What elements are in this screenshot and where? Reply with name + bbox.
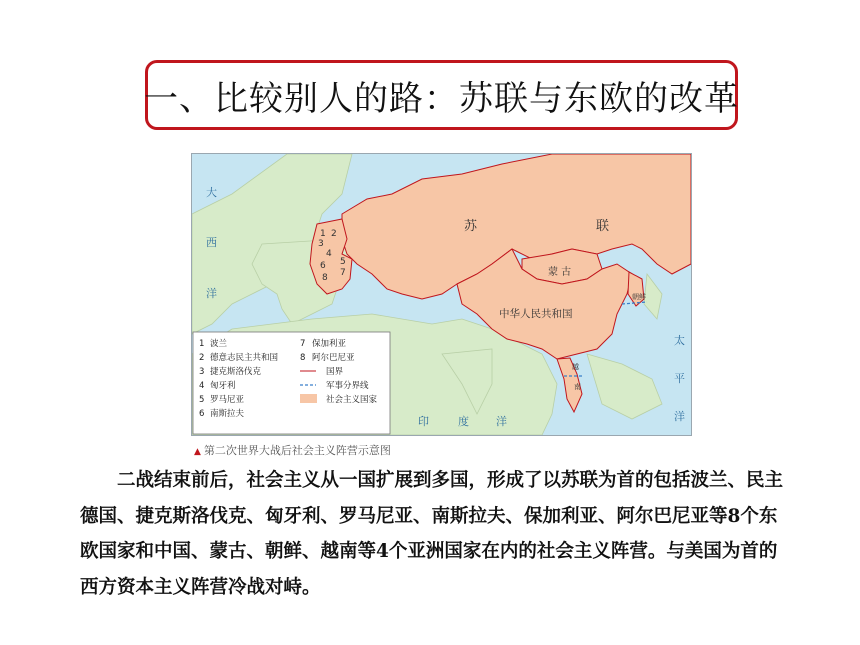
ussr-label-2: 联 bbox=[596, 219, 610, 234]
map-number-7: 7 bbox=[340, 268, 346, 278]
indian-ocean-label-1: 印 bbox=[418, 415, 429, 428]
korea-label: 朝鲜 bbox=[632, 293, 646, 301]
map-caption bbox=[194, 442, 391, 458]
legend-num-6: 6 bbox=[199, 409, 205, 419]
china-label: 中华人民共和国 bbox=[499, 308, 573, 320]
atlantic-label-1: 大 bbox=[206, 186, 217, 199]
map-number-1: 1 bbox=[320, 229, 326, 239]
map-number-8: 8 bbox=[322, 273, 328, 283]
map-legend bbox=[193, 332, 390, 434]
body-paragraph: 二战结束前后，社会主义从一国扩展到多国，形成了以苏联为首的包括波兰、民主德国、捷克斯洛伐克、匈牙利、罗马尼亚、南斯拉夫、保加利亚、阿尔巴尼亚等8个东欧国家和中国、蒙古、朝鲜、越南等4个亚洲国家在内的社会主义阵营。与美国为首的西方资本主义阵营冷战对峙。 bbox=[80, 470, 784, 598]
legend-num-3: 3 bbox=[199, 367, 205, 377]
triangle-icon: ▲ bbox=[194, 447, 201, 457]
legend-country-2: 德意志民主共和国 bbox=[210, 353, 279, 363]
legend-country-7: 保加利亚 bbox=[312, 339, 347, 349]
indian-ocean-label-2: 度 bbox=[458, 415, 469, 428]
legend-num-7: 7 bbox=[300, 339, 306, 349]
legend-num-2: 2 bbox=[199, 353, 205, 363]
legend-country-3: 捷克斯洛伐克 bbox=[210, 367, 262, 377]
pacific-label-2: 平 bbox=[674, 372, 685, 385]
atlantic-label-3: 洋 bbox=[206, 287, 217, 300]
map-number-2: 2 bbox=[331, 229, 337, 239]
legend-socialist-label: 社会主义国家 bbox=[326, 395, 378, 405]
title-box bbox=[145, 60, 738, 130]
legend-country-6: 南斯拉夫 bbox=[210, 409, 245, 419]
map-caption-text: 第二次世界大战后社会主义阵营示意图 bbox=[203, 444, 391, 457]
legend-country-4: 匈牙利 bbox=[210, 381, 236, 391]
legend-border-label: 国界 bbox=[326, 367, 344, 377]
legend-country-8: 阿尔巴尼亚 bbox=[312, 353, 355, 363]
legend-demarcation-label: 军事分界线 bbox=[326, 381, 369, 391]
socialist-legend-swatch bbox=[300, 394, 317, 403]
legend-num-1: 1 bbox=[199, 339, 205, 349]
legend-num-4: 4 bbox=[199, 381, 205, 391]
vietnam-label-1: 越 bbox=[572, 363, 579, 371]
legend-num-5: 5 bbox=[199, 395, 205, 405]
indian-ocean-label-3: 洋 bbox=[496, 415, 507, 428]
map-number-6: 6 bbox=[320, 261, 326, 271]
pacific-label-1: 太 bbox=[674, 334, 685, 347]
legend-country-5: 罗马尼亚 bbox=[210, 395, 245, 405]
socialist-camp-map bbox=[192, 154, 691, 435]
legend-country-1: 波兰 bbox=[210, 339, 228, 349]
vietnam-label-2: 南 bbox=[574, 383, 581, 391]
legend-num-8: 8 bbox=[300, 353, 306, 363]
mongolia-label: 蒙 古 bbox=[548, 267, 572, 278]
map-figure bbox=[191, 153, 692, 436]
map-number-3: 3 bbox=[318, 239, 324, 249]
ussr-label-1: 苏 bbox=[464, 219, 478, 234]
map-number-4: 4 bbox=[326, 249, 332, 259]
atlantic-label-2: 西 bbox=[206, 236, 217, 249]
slide-title: 一、比较别人的路：苏联与东欧的改革 bbox=[144, 78, 739, 119]
map-number-5: 5 bbox=[340, 257, 346, 267]
pacific-label-3: 洋 bbox=[674, 410, 685, 423]
